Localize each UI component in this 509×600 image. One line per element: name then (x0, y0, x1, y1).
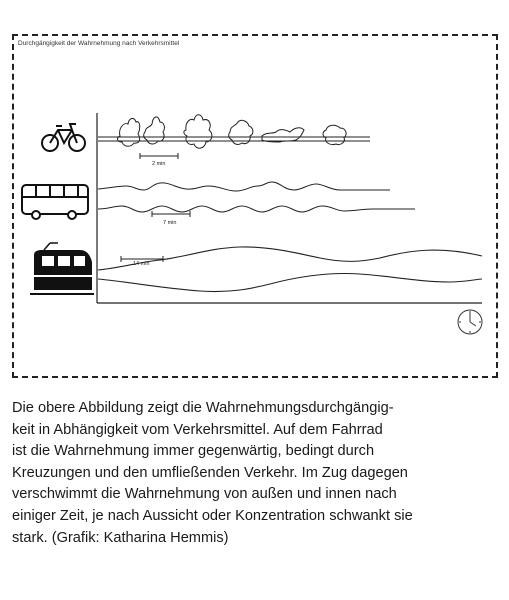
train-scale-label: 14 min (133, 261, 150, 267)
bicycle-perception (98, 115, 370, 149)
bus-icon (22, 185, 88, 219)
train-icon (30, 243, 94, 294)
caption-line: einiger Zeit, je nach Aussicht oder Konzentration schwankt sie (12, 507, 413, 524)
train-perception (98, 247, 482, 292)
figure-title: Durchgängigkeit der Wahrnehmung nach Verkehrsmittel (18, 40, 180, 47)
bicycle-scale-bar (140, 153, 178, 159)
bicycle-scale-label: 2 min (152, 161, 166, 167)
figure-caption (12, 398, 502, 549)
bus-scale-label: 7 min (163, 220, 177, 226)
caption-line: ist die Wahrnehmung immer gegenwärtig, bedingt durch (12, 443, 375, 460)
caption-line: Kreuzungen und den umfließenden Verkehr. Im Zug dagegen (12, 464, 408, 481)
caption-line: verschwimmt die Wahrnehmung von außen und innen nach (12, 486, 397, 503)
caption-line: stark. (Grafik: Katharina Hemmis) (12, 529, 229, 546)
clock-icon (458, 310, 482, 334)
bicycle-icon (42, 124, 85, 151)
caption-line: keit in Abhängigkeit vom Verkehrsmittel. Auf dem Fahrrad (12, 421, 383, 438)
caption-line: Die obere Abbildung zeigt die Wahrnehmungsdurchgängig- (12, 400, 394, 416)
bus-perception (98, 182, 415, 212)
